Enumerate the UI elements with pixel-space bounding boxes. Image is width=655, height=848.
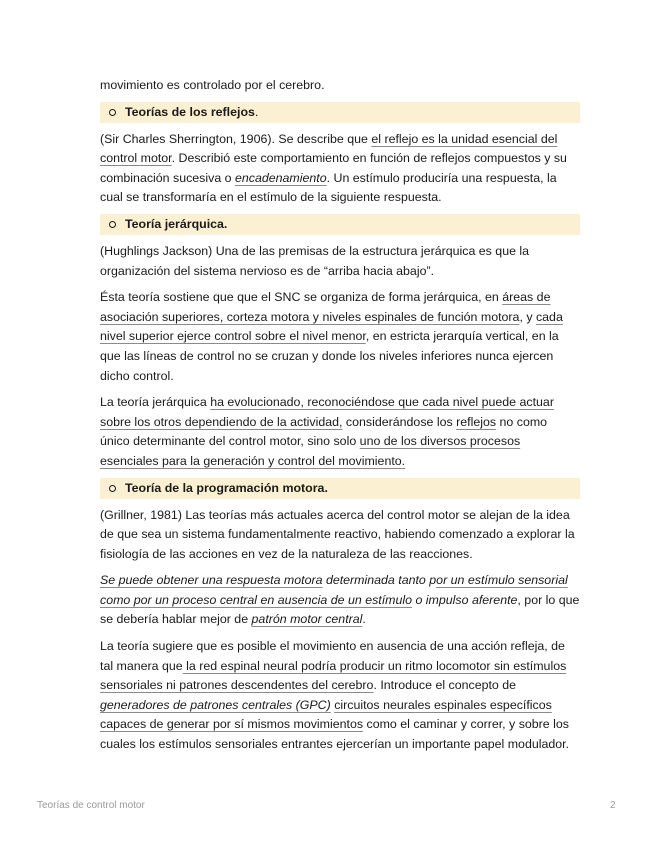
heading-punctuation: . (254, 105, 259, 120)
italic-underlined-text: Se puede obtener una respuesta motora (100, 573, 323, 588)
underlined-text: áreas de asociación superiores, corteza motora y niveles espinales de función motora (100, 290, 551, 324)
bullet-circle-icon (109, 485, 116, 492)
text-run: . (362, 612, 366, 627)
bullet-circle-icon (109, 109, 116, 116)
footer-page-number: 2 (610, 800, 616, 811)
hierarchical-paragraph-2 (100, 288, 580, 386)
underlined-text: el reflejo es la unidad esencial del control motor (100, 131, 558, 166)
italic-underlined-text: generadores de patrones centrales (GPC) (100, 697, 331, 712)
underlined-text: la red espinal neural podría producir un ritmo locomotor sin estímulos sensoriales ni patrones descendentes del cerebro (100, 658, 567, 693)
underlined-text: cada nivel superior ejerce control sobre el nivel menor (100, 309, 563, 344)
text-run: , por lo que se debería hablar mejor de (100, 592, 580, 627)
text-run: (Sir Charles Sherrington, 1906). Se describe que (100, 131, 372, 146)
text-run: , y (519, 309, 536, 324)
heading-text: Teorías de los reflejos (125, 105, 255, 120)
footer-document-title: Teorías de control motor (37, 800, 145, 811)
italic-underlined-text: or un estímulo sensorial como por un proceso central en ausencia de un estímulo (100, 573, 568, 607)
italic-underlined-text: encadenamiento (235, 170, 327, 185)
italic-underlined-text: patrón motor central (251, 612, 363, 627)
underlined-text: circuitos neurales espinales específicos capaces de generar por sí mismos movimientos (100, 697, 552, 732)
italic-text: determinada tanto p (322, 573, 437, 588)
intro-text: movimiento es controlado por el cerebro. (100, 78, 325, 92)
heading-text: Teoría de la programación motora. (125, 481, 328, 495)
underlined-text: ha evolucionado, reconociéndose que cada nivel puede actuar sobre los otros dependiendo de la actividad, (100, 395, 554, 429)
section-heading-programming (100, 478, 580, 499)
text-run: La teoría sugiere que es posible el movimiento en ausencia de una acción refleja, de tal manera que (100, 639, 565, 673)
text-run: La teoría jerárquica (100, 395, 211, 410)
text-run: no como único determinante del control motor, sino solo (100, 414, 548, 449)
underlined-text: uno de los diversos procesos esenciales para la generación y control del movimiento. (100, 434, 521, 468)
bullet-circle-icon (109, 221, 116, 228)
programming-paragraph-3 (100, 637, 580, 755)
text-run: Ésta teoría sostiene que que el SNC se organiza de forma jerárquica, en (100, 290, 503, 305)
text-run: considerándose los (342, 414, 457, 429)
underlined-text: reflejos (456, 414, 497, 429)
hierarchical-paragraph-1: (Hughlings Jackson) Una de las premisas de la estructura jerárquica es que la organización del sistema nervioso es de “arriba hacia abajo”. (100, 243, 530, 278)
hierarchical-paragraph-3 (100, 393, 580, 471)
document-body (100, 76, 580, 755)
text-run: , en estricta jerarquía vertical, en la que las líneas de control no se cruzan y donde los niveles inferiores nunca ejercen dicho control. (100, 329, 559, 383)
reflex-paragraph (100, 130, 580, 208)
programming-paragraph-2 (100, 571, 580, 630)
programming-paragraph-1: (Grillner, 1981) Las teorías más actuales acerca del control motor se alejan de la idea de que sea un sistema fundamentalmente reactivo, habiendo comenzado a explorar la fisiología de las acciones en vez de la naturaleza de las reacciones. (100, 507, 575, 561)
text-run: . Introduce el concepto de (373, 678, 517, 693)
heading-text: Teoría jerárquica. (125, 217, 228, 232)
section-heading-reflex (100, 102, 580, 123)
italic-text: o impulso aferente (412, 592, 518, 607)
section-heading-hierarchical (100, 214, 580, 235)
text-run: como el caminar y correr, y sobre los cuales los estímulos sensoriales entrantes ejercerían un importante papel modulador. (100, 717, 570, 752)
text-run: . Un estímulo produciría una respuesta, la cual se transformaría en el estímulo de la siguiente respuesta. (100, 170, 557, 205)
text-run: . Describió este comportamiento en función de reflejos compuestos y su combinación sucesiva o (100, 151, 567, 185)
